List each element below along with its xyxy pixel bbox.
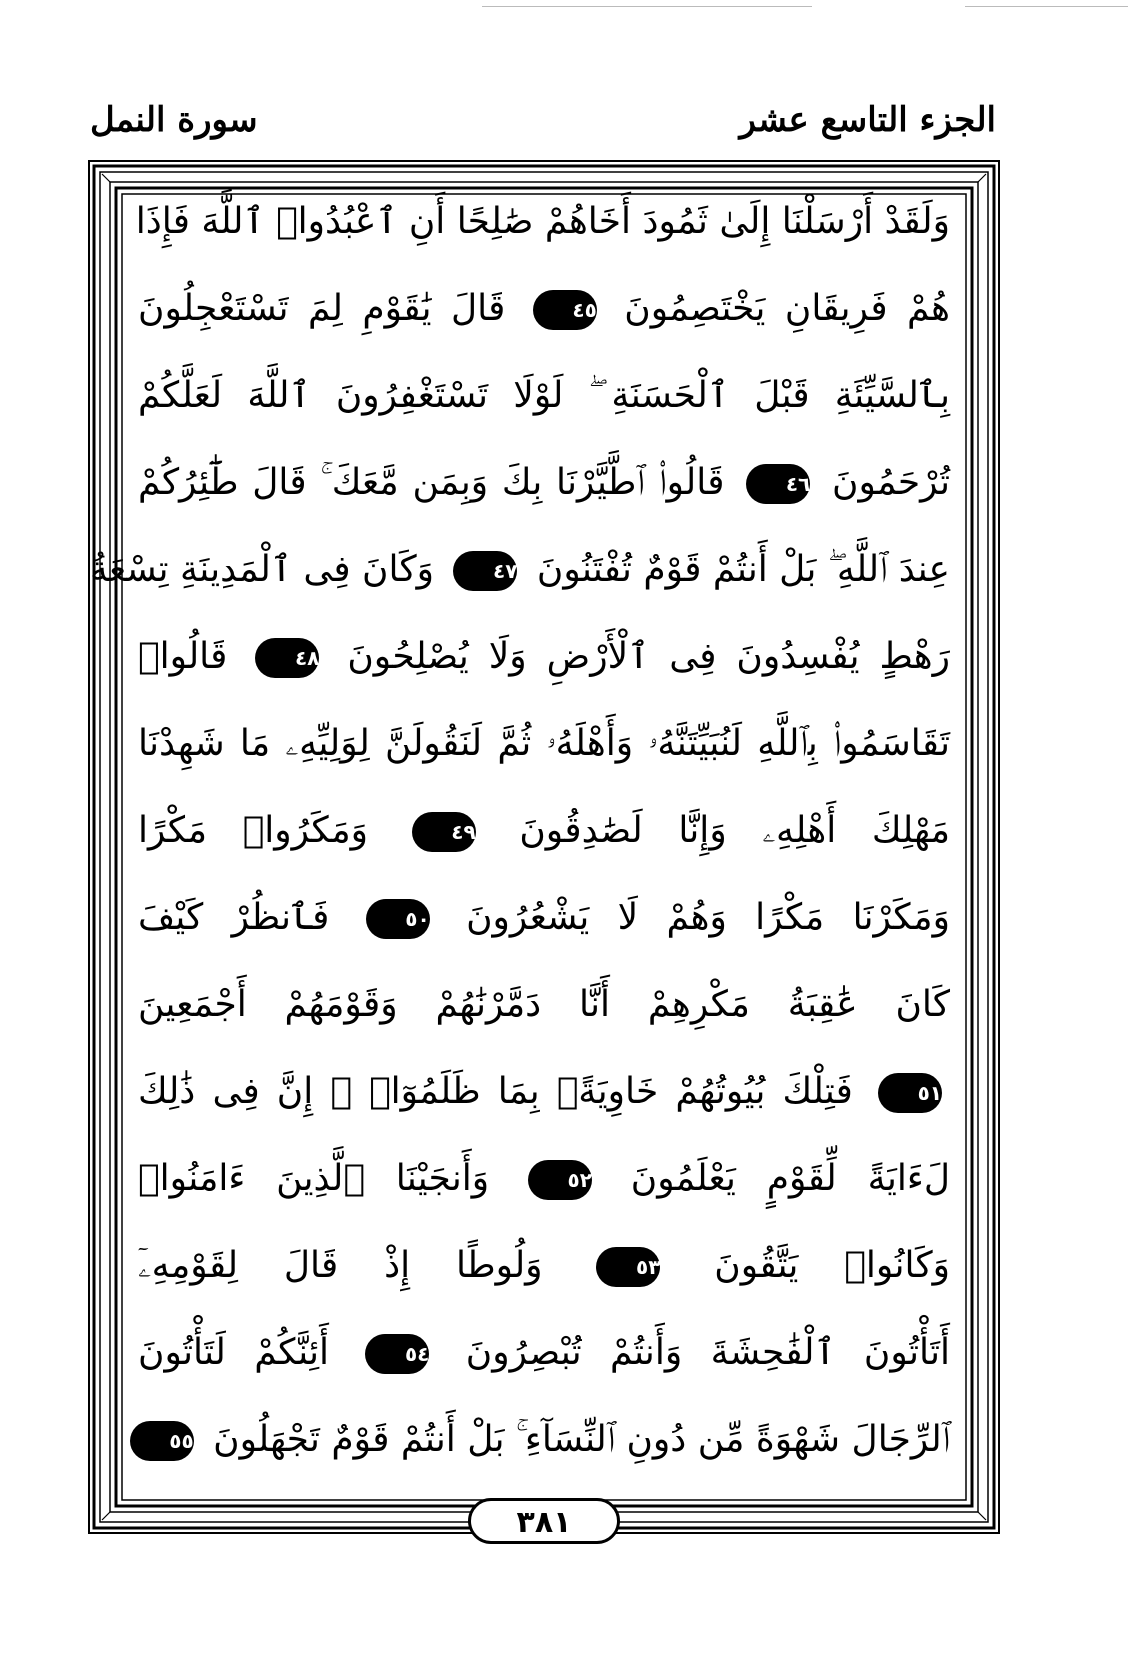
line-3: بِٱلسَّيِّئَةِ قَبْلَ ٱلْحَسَنَةِ ۖ لَوْلَا تَسْتَغْفِرُونَ ٱللَّهَ لَعَلَّكُمْ [138,375,950,416]
page-header [90,100,996,152]
text-area [89,178,951,1478]
line-7: تَقَاسَمُوا۟ بِٱللَّهِ لَنُبَيِّتَنَّهُۥ وَأَهْلَهُۥ ثُمَّ لَنَقُولَنَّ لِوَلِيِّهِۦ مَا شَهِدْنَا [138,723,950,764]
line-8: مَهْلِكَ أَهْلِهِۦ وَإِنَّا لَصَٰدِقُونَ ٤٩ وَمَكَرُوا۟ مَكْرًا [138,810,950,851]
ayah-marker: ٤٩ [412,812,476,852]
ayah-marker: ٥٠ [366,899,430,939]
surah-title: سورة النمل [90,100,258,140]
line-9: وَمَكَرْنَا مَكْرًا وَهُمْ لَا يَشْعُرُونَ ٥٠ فَٱنظُرْ كَيْفَ [138,897,950,938]
juz-title: الجزء التاسع عشر [739,100,996,140]
line-5: عِندَ ٱللَّهِ ۖ بَلْ أَنتُمْ قَوْمٌ تُفْتَنُونَ ٤٧ وَكَانَ فِى ٱلْمَدِينَةِ تِسْعَةُ [89,549,950,590]
scan-edge-line [482,6,812,7]
ayah-marker: ٤٥ [533,290,597,330]
line-15: ٱلرِّجَالَ شَهْوَةً مِّن دُونِ ٱلنِّسَآءِ ۚ بَلْ أَنتُمْ قَوْمٌ تَجْهَلُونَ ٥٥ [138,1396,950,1483]
ayah-marker: ٤٦ [746,464,810,504]
line-11: ٥١ فَتِلْكَ بُيُوتُهُمْ خَاوِيَةًۢ بِمَا ظَلَمُوٓا۟ ۗ إِنَّ فِى ذَٰلِكَ [138,1071,942,1112]
line-2: هُمْ فَرِيقَانِ يَخْتَصِمُونَ ٤٥ قَالَ يَٰقَوْمِ لِمَ تَسْتَعْجِلُونَ [138,288,951,329]
line-6: رَهْطٍ يُفْسِدُونَ فِى ٱلْأَرْضِ وَلَا يُصْلِحُونَ ٤٨ قَالُوا۟ [138,636,950,677]
line-10: كَانَ عَٰقِبَةُ مَكْرِهِمْ أَنَّا دَمَّرْنَٰهُمْ وَقَوْمَهُمْ أَجْمَعِينَ [138,984,950,1025]
line-13: وَكَانُوا۟ يَتَّقُونَ ٥٣ وَلُوطًا إِذْ قَالَ لِقَوْمِهِۦٓ [138,1245,950,1286]
scan-edge-line-right [965,6,1128,7]
page-number: ٣٨١ [468,1498,620,1544]
ayah-marker: ٥٥ [130,1421,194,1461]
ayah-marker: ٤٧ [453,551,517,591]
line-12: لَءَايَةً لِّقَوْمٍ يَعْلَمُونَ ٥٢ وَأَنجَيْنَا ٱلَّذِينَ ءَامَنُوا۟ [138,1158,950,1199]
line-14: أَتَأْتُونَ ٱلْفَٰحِشَةَ وَأَنتُمْ تُبْصِرُونَ ٥٤ أَئِنَّكُمْ لَتَأْتُونَ [138,1332,950,1373]
line-4: تُرْحَمُونَ ٤٦ قَالُوا۟ ٱطَّيَّرْنَا بِكَ وَبِمَن مَّعَكَ ۚ قَالَ طَٰٓئِرُكُمْ [138,462,951,503]
ayah-marker: ٤٨ [255,638,319,678]
ayah-marker: ٥٣ [596,1247,660,1287]
ayah-marker: ٥١ [878,1073,942,1113]
line-1: وَلَقَدْ أَرْسَلْنَا إِلَىٰ ثَمُودَ أَخَاهُمْ صَٰلِحًا أَنِ ٱعْبُدُوا۟ ٱللَّهَ فَإِذَا [135,201,950,242]
ayah-marker: ٥٢ [528,1160,592,1200]
ayah-marker: ٥٤ [365,1334,429,1374]
page-frame [88,160,1000,1540]
